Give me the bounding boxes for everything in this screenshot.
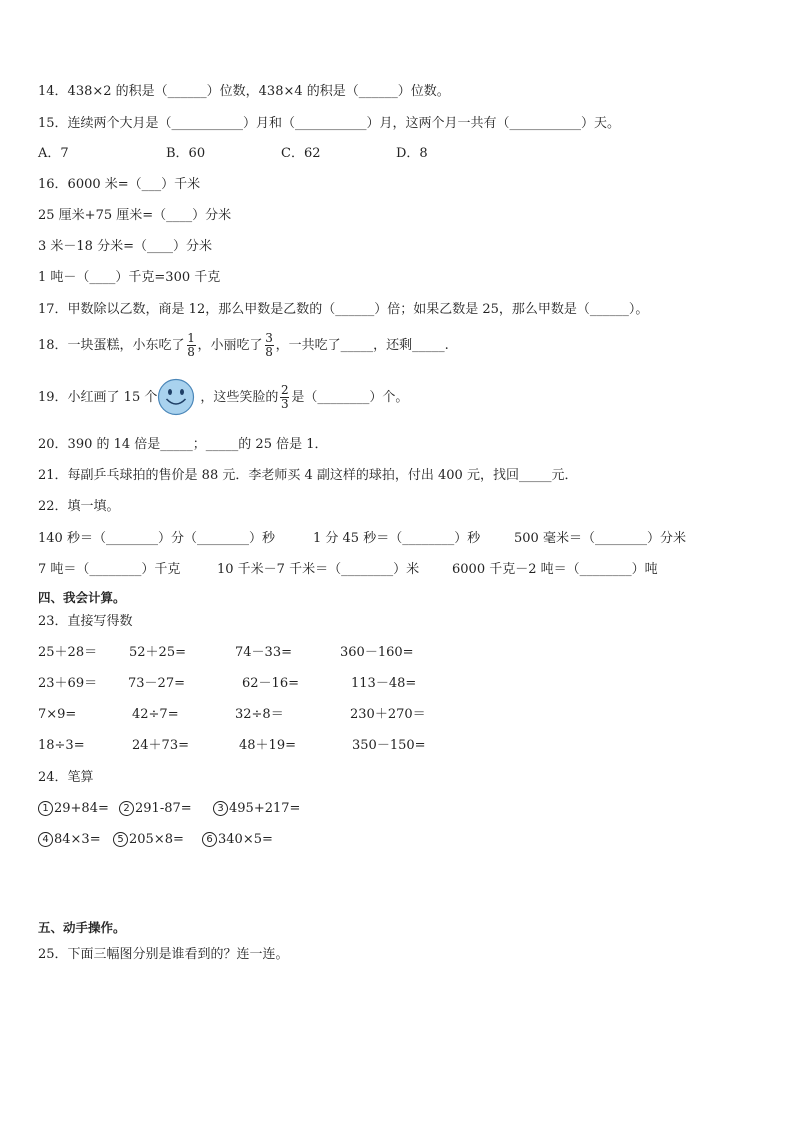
question-14: 14．438×2 的积是（______）位数，438×4 的积是（______）位数。 <box>38 84 450 99</box>
question-24: 24．笔算 <box>38 770 94 785</box>
numerator: 2 <box>281 383 289 397</box>
conversion-item: 7 吨＝（________）千克 <box>38 562 181 577</box>
circled-number: 1 <box>38 801 53 816</box>
denominator: 3 <box>281 397 289 411</box>
question-19-text: 是（________）个。 <box>291 390 409 405</box>
section-heading: 五、动手操作。 <box>38 920 126 935</box>
option-a: A．7 <box>38 146 69 161</box>
calc-item <box>119 801 192 817</box>
question-18-text: 18．一块蛋糕，小东吃了 <box>38 338 185 353</box>
circled-number: 2 <box>119 801 134 816</box>
question-22: 22．填一填。 <box>38 499 120 514</box>
question-16: 16．6000 米=（___）千米 <box>38 177 201 192</box>
fraction-two-thirds <box>280 384 289 411</box>
math-item: 18÷3= <box>38 738 85 753</box>
math-item: 52＋25= <box>129 645 186 660</box>
circled-number: 5 <box>113 832 128 847</box>
math-item: 48＋19= <box>239 738 296 753</box>
question-19-text: 19．小红画了 15 个 <box>38 390 158 405</box>
math-item: 23＋69＝ <box>38 676 98 691</box>
math-item: 230＋270＝ <box>350 707 426 722</box>
circled-number: 4 <box>38 832 53 847</box>
circled-number: 3 <box>213 801 228 816</box>
question-25: 25．下面三幅图分别是谁看到的？连一连。 <box>38 947 289 962</box>
question-15: 15．连续两个大月是（___________）月和（___________）月，这两个月一共有（___________）天。 <box>38 116 621 131</box>
question-16-line: 1 吨－（____）千克=300 千克 <box>38 270 221 285</box>
math-item: 74－33= <box>235 645 292 660</box>
circled-number: 6 <box>202 832 217 847</box>
math-item: 32÷8＝ <box>235 707 284 722</box>
calc-expression: 84×3= <box>54 832 101 847</box>
math-item: 113－48= <box>351 676 417 691</box>
math-item: 7×9= <box>38 707 77 722</box>
math-item: 62－16= <box>242 676 299 691</box>
calc-expression: 291-87= <box>135 801 192 816</box>
option-c: C．62 <box>281 146 321 161</box>
calc-item <box>202 832 273 848</box>
math-item: 350－150= <box>352 738 426 753</box>
numerator: 3 <box>265 331 273 345</box>
question-17: 17．甲数除以乙数，商是 12，那么甲数是乙数的（______）倍；如果乙数是 25，那么甲数是（______）。 <box>38 302 649 317</box>
calc-item <box>38 801 109 817</box>
denominator: 8 <box>265 345 273 359</box>
numerator: 1 <box>187 331 195 345</box>
question-16-line: 25 厘米+75 厘米=（____）分米 <box>38 208 232 223</box>
question-21: 21．每副乒乓球拍的售价是 88 元．李老师买 4 副这样的球拍，付出 400 元，找回_____元． <box>38 468 578 483</box>
math-item: 24＋73= <box>132 738 189 753</box>
conversion-item: 140 秒＝（________）分（________）秒 <box>38 531 275 546</box>
math-item: 42÷7= <box>132 707 179 722</box>
fraction-three-eighths <box>265 332 274 359</box>
conversion-item: 10 千米－7 千米＝（________）米 <box>217 562 420 577</box>
question-18 <box>38 331 449 361</box>
calc-item <box>213 801 300 817</box>
math-item: 25＋28＝ <box>38 645 98 660</box>
fraction-one-eighth <box>187 332 196 359</box>
question-18-text: ，小丽吃了 <box>197 338 263 353</box>
math-item: 360－160= <box>340 645 414 660</box>
option-b: B．60 <box>166 146 206 161</box>
smiley-face-icon <box>157 378 195 416</box>
denominator: 8 <box>187 345 195 359</box>
conversion-item: 500 毫米＝（________）分米 <box>514 531 686 546</box>
calc-expression: 495+217= <box>229 801 301 816</box>
section-heading: 四、我会计算。 <box>38 590 126 605</box>
calc-expression: 340×5= <box>218 832 273 847</box>
math-item: 73－27= <box>128 676 185 691</box>
calc-item <box>38 832 101 848</box>
calc-item <box>113 832 184 848</box>
option-d: D．8 <box>396 146 428 161</box>
question-18-text: ，一共吃了_____，还剩_____. <box>275 338 449 353</box>
question-16-line: 3 米－18 分米=（____）分米 <box>38 239 212 254</box>
calc-expression: 29+84= <box>54 801 109 816</box>
question-20: 20．390 的 14 倍是_____；_____的 25 倍是 1． <box>38 437 328 452</box>
conversion-item: 1 分 45 秒＝（________）秒 <box>313 531 481 546</box>
question-19 <box>38 383 408 413</box>
calc-expression: 205×8= <box>129 832 184 847</box>
question-19-text: ，这些笑脸的 <box>200 390 279 405</box>
conversion-item: 6000 千克－2 吨＝（________）吨 <box>452 562 658 577</box>
question-23: 23．直接写得数 <box>38 614 133 629</box>
